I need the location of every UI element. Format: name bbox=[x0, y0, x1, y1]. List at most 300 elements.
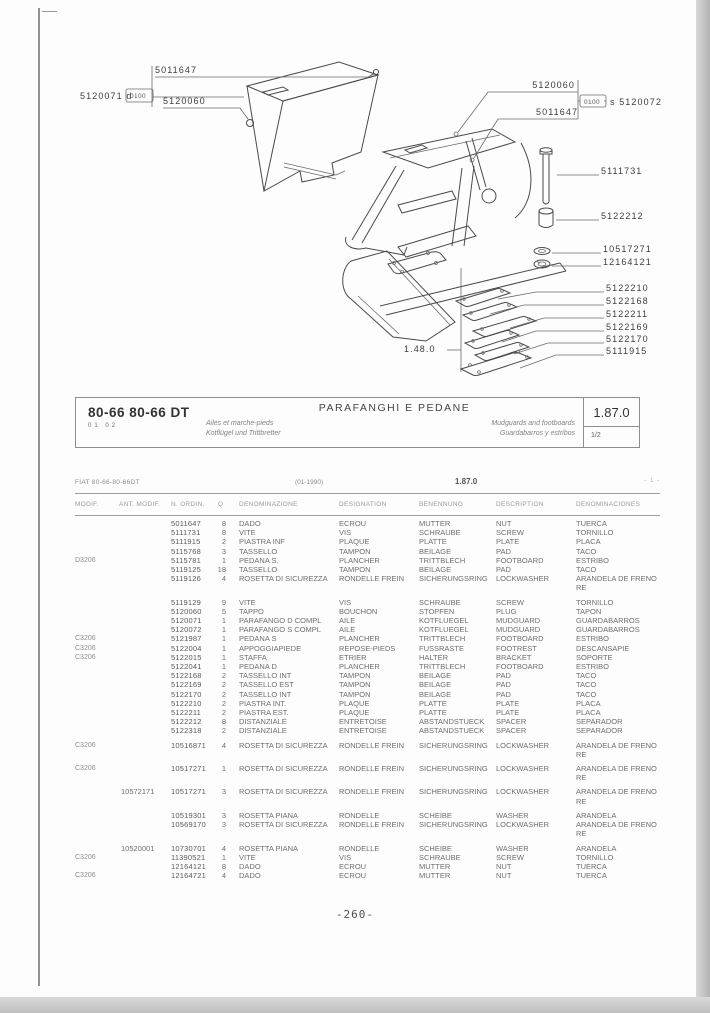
cell-ant bbox=[119, 574, 171, 592]
cell-en: FOOTBOARD bbox=[496, 555, 544, 565]
cell-q: 18 bbox=[217, 565, 226, 575]
cell-it: DADO bbox=[239, 861, 261, 871]
cell-modif bbox=[75, 528, 119, 537]
table-row bbox=[75, 726, 660, 735]
table-meta bbox=[75, 476, 660, 490]
cell-q: 8 bbox=[221, 528, 226, 538]
part-label: 5011647 bbox=[155, 65, 198, 75]
cell-it: APPOGGIAPIEDE bbox=[239, 643, 302, 653]
cell-es: TORNILLO bbox=[576, 528, 614, 538]
cell-it: ROSETTA DI SICUREZZA bbox=[239, 764, 328, 774]
sheet-number: 1/2 bbox=[591, 432, 601, 439]
cell-q: 1 bbox=[221, 616, 226, 626]
cell-part: 5122168 bbox=[171, 671, 202, 681]
page-number: -260- bbox=[335, 908, 375, 921]
cell-en: NUT bbox=[496, 519, 512, 528]
plate-stack-drawing bbox=[456, 289, 536, 376]
cell-de: SICHERUNGSRING bbox=[419, 764, 488, 774]
part-label: 5122211 bbox=[606, 309, 649, 319]
table-header bbox=[75, 501, 660, 508]
cell-es: GUARDABARROS bbox=[576, 616, 640, 626]
cell-en: PAD bbox=[496, 565, 511, 575]
cell-de: SICHERUNGSRING bbox=[419, 787, 488, 797]
cell-q: 1 bbox=[221, 625, 226, 635]
cell-part: 5111915 bbox=[171, 537, 201, 547]
meta-model: FIAT 80-66-80-66DT bbox=[75, 479, 140, 486]
cell-de: SCHRAUBE bbox=[419, 852, 461, 862]
table-row bbox=[75, 662, 660, 671]
cell-es: ARANDELA DE FRENO RE bbox=[576, 820, 660, 838]
table-row bbox=[75, 811, 660, 820]
cell-fr: ETRIER bbox=[339, 652, 367, 662]
cell-ant bbox=[119, 547, 171, 556]
cell-part: 10569170 bbox=[171, 820, 206, 830]
cell-fr: ENTRETOISE bbox=[339, 717, 387, 727]
table-row bbox=[75, 634, 660, 643]
cell-es-line2: RE bbox=[576, 749, 587, 759]
cell-ant bbox=[119, 680, 171, 689]
cell-en: SCREW bbox=[496, 597, 524, 607]
cell-it: DISTANZIALE bbox=[239, 726, 287, 736]
cell-es: SEPARADOR bbox=[576, 717, 623, 727]
cell-it: ROSETTA PIANA bbox=[239, 843, 299, 853]
cell-fr: AILE bbox=[339, 616, 356, 626]
cell-q: 2 bbox=[221, 708, 226, 718]
cell-modif bbox=[75, 519, 119, 528]
part-label: 5122168 bbox=[606, 296, 649, 306]
cell-it: TASSELLO bbox=[239, 565, 278, 575]
cell-modif: C3206 bbox=[75, 853, 96, 861]
cell-ant bbox=[119, 519, 171, 528]
table-row bbox=[75, 871, 660, 880]
meta-section-code: 1.87.0 bbox=[455, 477, 478, 486]
cell-fr: AILE bbox=[339, 625, 356, 635]
cell-it: PEDANA S. bbox=[239, 555, 279, 565]
cell-en: PAD bbox=[496, 671, 511, 681]
cell-de: SICHERUNGSRING bbox=[419, 574, 488, 584]
cell-fr: BOUCHON bbox=[339, 606, 378, 616]
scan-edge-bottom bbox=[0, 997, 710, 1013]
cell-part: 10730701 bbox=[171, 843, 206, 853]
table-row bbox=[75, 787, 660, 805]
cell-part: 5122004 bbox=[171, 643, 202, 653]
title-cell bbox=[206, 398, 583, 447]
cell-q: 2 bbox=[221, 537, 226, 547]
cell-en: WASHER bbox=[496, 843, 529, 853]
parts-diagram bbox=[0, 0, 710, 394]
cell-de: KOTFLUEGEL bbox=[419, 616, 469, 626]
cell-de: SCHEIBE bbox=[419, 810, 452, 820]
cell-modif: C3206 bbox=[75, 644, 96, 652]
cell-part: 5119125 bbox=[171, 565, 202, 575]
cell-ant bbox=[119, 690, 171, 699]
cell-it: PIASTRA EST. bbox=[239, 708, 289, 718]
cell-ant bbox=[119, 726, 171, 735]
cell-it: DADO bbox=[239, 871, 261, 881]
cell-es: ARANDELA DE FRENO RE bbox=[576, 574, 660, 592]
cell-part: 5115768 bbox=[171, 546, 202, 556]
cell-modif bbox=[75, 625, 119, 634]
table-row bbox=[75, 708, 660, 717]
cell-fr: PLANCHER bbox=[339, 634, 380, 644]
cell-es: ESTRIBO bbox=[576, 662, 609, 672]
cell-de: BEILAGE bbox=[419, 680, 452, 690]
model-cell bbox=[76, 398, 206, 447]
table-row bbox=[75, 616, 660, 625]
cell-en: PLATE bbox=[496, 708, 520, 718]
cell-fr: ECROU bbox=[339, 861, 367, 871]
cell-part: 5120072 bbox=[171, 625, 202, 635]
model-name: 80-66 80-66 DT bbox=[88, 405, 190, 420]
cell-fr: ECROU bbox=[339, 871, 367, 881]
cell-q: 4 bbox=[221, 871, 226, 881]
cell-part: 10517271 bbox=[171, 764, 206, 774]
variant-label: 0100 bbox=[584, 99, 601, 106]
cell-de: MUTTER bbox=[419, 519, 451, 528]
cell-de: SICHERUNGSRING bbox=[419, 740, 488, 750]
cell-es: PLACA bbox=[576, 537, 601, 547]
bolt-drawing bbox=[540, 148, 552, 204]
cell-q: 1 bbox=[221, 652, 226, 662]
cell-modif: C3206 bbox=[75, 872, 96, 880]
cell-en: SPACER bbox=[496, 726, 527, 736]
cell-it: DISTANZIALE bbox=[239, 717, 287, 727]
cell-en: SCREW bbox=[496, 528, 524, 538]
cell-ant bbox=[119, 853, 171, 862]
cell-modif bbox=[75, 699, 119, 708]
cell-fr: TAMPON bbox=[339, 680, 371, 690]
cell-en: PAD bbox=[496, 680, 511, 690]
cell-it: TASSELLO INT bbox=[239, 671, 292, 681]
cell-en: LOCKWASHER bbox=[496, 787, 550, 797]
table-row bbox=[75, 820, 660, 838]
cell-ant bbox=[119, 634, 171, 643]
table-row bbox=[75, 844, 660, 853]
cell-modif bbox=[75, 607, 119, 616]
part-label: 5122170 bbox=[606, 334, 649, 344]
cell-it: ROSETTA DI SICUREZZA bbox=[239, 787, 328, 797]
cell-de: SCHRAUBE bbox=[419, 528, 461, 538]
cell-de: SCHEIBE bbox=[419, 843, 452, 853]
meta-page-marker: - 1 - bbox=[644, 478, 660, 484]
cell-part: 5011647 bbox=[171, 519, 202, 528]
cell-ant bbox=[119, 662, 171, 671]
cell-ant bbox=[119, 537, 171, 546]
cell-de: ABSTANDSTUECK bbox=[419, 717, 485, 727]
subtitle-en-es bbox=[491, 419, 575, 438]
cell-it: STAFFA bbox=[239, 652, 267, 662]
axle-housing-drawing bbox=[343, 251, 566, 372]
part-label: 5120060 bbox=[532, 80, 575, 90]
cell-part: 10519301 bbox=[171, 810, 206, 820]
cell-ant bbox=[119, 653, 171, 662]
part-label: 10517271 bbox=[603, 244, 652, 254]
part-label: 5120071 d bbox=[80, 91, 133, 101]
cell-es: TORNILLO bbox=[576, 852, 614, 862]
cell-modif bbox=[75, 708, 119, 717]
cell-ant: 10520001 bbox=[121, 843, 155, 853]
cell-it: PARAFANGO S COMPL bbox=[239, 625, 321, 635]
cell-ant bbox=[119, 862, 171, 871]
cell-fr: VIS bbox=[339, 852, 352, 862]
cell-part: 5122169 bbox=[171, 680, 202, 690]
cell-q: 3 bbox=[221, 546, 226, 556]
cell-q: 3 bbox=[221, 820, 226, 830]
cell-q: 3 bbox=[221, 810, 226, 820]
cell-es: ESTRIBO bbox=[576, 634, 609, 644]
cell-fr: PLANCHER bbox=[339, 662, 380, 672]
cell-part: 5122015 bbox=[171, 652, 202, 662]
table-row bbox=[75, 699, 660, 708]
cell-de: HALTER bbox=[419, 652, 449, 662]
part-label: 5111915 bbox=[606, 346, 648, 356]
cell-modif: C3206 bbox=[75, 653, 96, 661]
cell-q: 5 bbox=[221, 606, 226, 616]
cell-de: ABSTANDSTUECK bbox=[419, 726, 485, 736]
table-row bbox=[75, 690, 660, 699]
col-header-denominaciones: DENOMINACIONES bbox=[576, 501, 641, 508]
table-row bbox=[75, 565, 660, 574]
cell-it: TASSELLO INT bbox=[239, 689, 292, 699]
table-row bbox=[75, 680, 660, 689]
cell-ant bbox=[119, 871, 171, 880]
cell-es: TACO bbox=[576, 680, 597, 690]
subtitles bbox=[206, 419, 575, 438]
cell-es: SEPARADOR bbox=[576, 726, 623, 736]
cell-de: STOPFEN bbox=[419, 606, 455, 616]
cell-modif bbox=[75, 662, 119, 671]
cell-en: SCREW bbox=[496, 852, 524, 862]
variant-label: 0100 bbox=[130, 93, 147, 100]
table-row bbox=[75, 625, 660, 634]
col-header-description: DESCRIPTION bbox=[496, 501, 544, 508]
cell-q: 4 bbox=[221, 574, 226, 584]
cell-ant bbox=[119, 644, 171, 653]
section-cell bbox=[583, 398, 639, 447]
cell-en: PAD bbox=[496, 546, 511, 556]
cell-part: 5122210 bbox=[171, 698, 202, 708]
cell-ant bbox=[119, 528, 171, 537]
cell-es: GUARDABARROS bbox=[576, 625, 640, 635]
col-header-q: Q bbox=[217, 501, 224, 508]
cell-part: 10516871 bbox=[171, 740, 206, 750]
cell-en: FOOTBOARD bbox=[496, 662, 544, 672]
cell-it: VITE bbox=[239, 852, 256, 862]
cell-fr: TAMPON bbox=[339, 671, 371, 681]
cell-ant bbox=[119, 699, 171, 708]
cell-de: PLATTE bbox=[419, 698, 447, 708]
section-ref-label: 1.48.0 bbox=[404, 344, 436, 354]
cell-modif bbox=[75, 844, 119, 853]
table-row bbox=[75, 853, 660, 862]
cell-q: 8 bbox=[221, 717, 226, 727]
meta-date: (01-1990) bbox=[295, 479, 324, 486]
cell-ant bbox=[119, 671, 171, 680]
cell-q: 2 bbox=[221, 689, 226, 699]
cell-fr: TAMPON bbox=[339, 565, 371, 575]
table-row bbox=[75, 556, 660, 565]
cell-q: 1 bbox=[221, 634, 226, 644]
cell-en: NUT bbox=[496, 861, 512, 871]
cell-de: BEILAGE bbox=[419, 565, 452, 575]
cell-fr: PLAQUE bbox=[339, 537, 370, 547]
cell-ant: 10572171 bbox=[121, 787, 155, 797]
table-row bbox=[75, 644, 660, 653]
cell-part: 5122212 bbox=[171, 717, 202, 727]
cell-fr: PLAQUE bbox=[339, 708, 370, 718]
cell-part: 5115781 bbox=[171, 555, 202, 565]
cell-it: ROSETTA PIANA bbox=[239, 810, 299, 820]
cell-part: 5119129 bbox=[171, 597, 202, 607]
part-label: 5111731 bbox=[601, 166, 643, 176]
cell-en: NUT bbox=[496, 871, 512, 881]
cell-modif: C3206 bbox=[75, 741, 96, 749]
cell-de: SCHRAUBE bbox=[419, 597, 461, 607]
cell-de: SICHERUNGSRING bbox=[419, 820, 488, 830]
cell-modif bbox=[75, 862, 119, 871]
cell-ant bbox=[119, 811, 171, 820]
cell-q: 9 bbox=[221, 597, 226, 607]
cell-fr: RONDELLE bbox=[339, 843, 380, 853]
cell-modif: C3206 bbox=[75, 765, 96, 773]
cell-part: 5120071 bbox=[171, 616, 202, 626]
cell-en: MUDGUARD bbox=[496, 616, 541, 626]
cell-modif bbox=[75, 717, 119, 726]
cell-it: PARAFANGO D COMPL bbox=[239, 616, 322, 626]
cell-modif: D3206 bbox=[75, 556, 96, 564]
cell-en: PLATE bbox=[496, 698, 520, 708]
cell-ant bbox=[119, 741, 171, 759]
table-row bbox=[75, 717, 660, 726]
cell-fr: VIS bbox=[339, 597, 352, 607]
section-code: 1.87.0 bbox=[584, 398, 639, 427]
cell-it: TASSELLO EST bbox=[239, 680, 294, 690]
cell-es: ARANDELA DE FRENO RE bbox=[576, 764, 660, 782]
cell-it: VITE bbox=[239, 597, 256, 607]
cell-fr: RONDELLE FREIN bbox=[339, 820, 405, 830]
cell-modif bbox=[75, 537, 119, 546]
cell-q: 4 bbox=[221, 740, 226, 750]
cell-es: TUERCA bbox=[576, 519, 607, 528]
cell-it: ROSETTA DI SICUREZZA bbox=[239, 574, 328, 584]
left-fender-drawing bbox=[247, 62, 379, 191]
cell-it: TAPPO bbox=[239, 606, 264, 616]
cell-es: PLACA bbox=[576, 698, 601, 708]
cell-part: 5122041 bbox=[171, 662, 202, 672]
cell-q: 1 bbox=[221, 852, 226, 862]
col-header-modif: MODIF. bbox=[75, 501, 99, 508]
cell-q: 4 bbox=[221, 843, 226, 853]
cell-part: 5111731 bbox=[171, 528, 201, 538]
cell-part: 5122318 bbox=[171, 726, 202, 736]
cell-ant bbox=[119, 616, 171, 625]
cell-fr: REPOSE-PIEDS bbox=[339, 643, 396, 653]
cell-de: BEILAGE bbox=[419, 671, 452, 681]
table-row bbox=[75, 764, 660, 782]
cell-part: 5119126 bbox=[171, 574, 202, 584]
cell-fr: RONDELLE FREIN bbox=[339, 787, 405, 797]
cell-en: PAD bbox=[496, 689, 511, 699]
model-codes: 01 02 bbox=[88, 423, 119, 429]
cell-es-line2: RE bbox=[576, 829, 587, 839]
cell-es-line2: RE bbox=[576, 583, 587, 593]
subtitle-de: Kotflügel und Trittbretter bbox=[206, 429, 281, 437]
cell-en: BRACKET bbox=[496, 652, 532, 662]
cell-fr: TAMPON bbox=[339, 689, 371, 699]
cell-es-line2: RE bbox=[576, 796, 587, 806]
cell-ant bbox=[119, 625, 171, 634]
cell-part: 5120060 bbox=[171, 606, 202, 616]
cell-en: LOCKWASHER bbox=[496, 574, 550, 584]
cell-it: PIASTRA INT. bbox=[239, 698, 287, 708]
cell-es: DESCANSAPIE bbox=[576, 643, 630, 653]
cell-ant bbox=[119, 708, 171, 717]
cell-q: 2 bbox=[221, 698, 226, 708]
cell-en: WASHER bbox=[496, 810, 529, 820]
cell-fr: ENTRETOISE bbox=[339, 726, 387, 736]
cell-fr: PLANCHER bbox=[339, 555, 380, 565]
cell-fr: ECROU bbox=[339, 519, 367, 528]
col-header-ant-modif: ANT. MODIF. bbox=[119, 501, 161, 508]
cell-es: TUERCA bbox=[576, 861, 607, 871]
col-header-n-ordin: N. ORDIN. bbox=[171, 501, 205, 508]
cell-de: MUTTER bbox=[419, 861, 451, 871]
cell-de: FUSSRASTE bbox=[419, 643, 465, 653]
cell-part: 5121987 bbox=[171, 634, 202, 644]
table-row bbox=[75, 607, 660, 616]
table-rows bbox=[75, 519, 660, 880]
cell-ant bbox=[119, 598, 171, 607]
cell-de: TRITTBLECH bbox=[419, 662, 466, 672]
table-row bbox=[75, 574, 660, 592]
part-label: 12164121 bbox=[603, 257, 652, 267]
table-row bbox=[75, 598, 660, 607]
cell-es-line2: RE bbox=[576, 773, 587, 783]
cell-part: 10517271 bbox=[171, 787, 206, 797]
cell-it: ROSETTA DI SICUREZZA bbox=[239, 740, 328, 750]
cell-it: DADO bbox=[239, 519, 261, 528]
cell-part: 11390521 bbox=[171, 852, 206, 862]
cell-fr: TAMPON bbox=[339, 546, 371, 556]
cell-es: ESTRIBO bbox=[576, 555, 609, 565]
cell-part: 5122211 bbox=[171, 708, 202, 718]
cell-part: 12164121 bbox=[171, 861, 206, 871]
title-block bbox=[75, 397, 640, 448]
cell-q: 8 bbox=[221, 861, 226, 871]
cell-q: 1 bbox=[221, 764, 226, 774]
cell-ant bbox=[119, 717, 171, 726]
cell-ant bbox=[119, 820, 171, 838]
cell-fr: RONDELLE bbox=[339, 810, 380, 820]
cell-q: 2 bbox=[221, 680, 226, 690]
cell-modif bbox=[75, 574, 119, 592]
cell-en: PLUG bbox=[496, 606, 517, 616]
cell-fr: PLAQUE bbox=[339, 698, 370, 708]
cell-en: LOCKWASHER bbox=[496, 740, 550, 750]
spacer-drawing bbox=[539, 208, 553, 228]
cell-fr: RONDELLE FREIN bbox=[339, 574, 405, 584]
table-row bbox=[75, 653, 660, 662]
cell-q: 8 bbox=[221, 519, 226, 528]
cell-es: TACO bbox=[576, 671, 597, 681]
cell-it: TASSELLO bbox=[239, 546, 278, 556]
cell-en: SPACER bbox=[496, 717, 527, 727]
cell-it: PEDANA D bbox=[239, 662, 277, 672]
cell-ant bbox=[119, 764, 171, 782]
cell-modif bbox=[75, 671, 119, 680]
cell-es: ARANDELA bbox=[576, 810, 617, 820]
cell-es: TAPON bbox=[576, 606, 602, 616]
